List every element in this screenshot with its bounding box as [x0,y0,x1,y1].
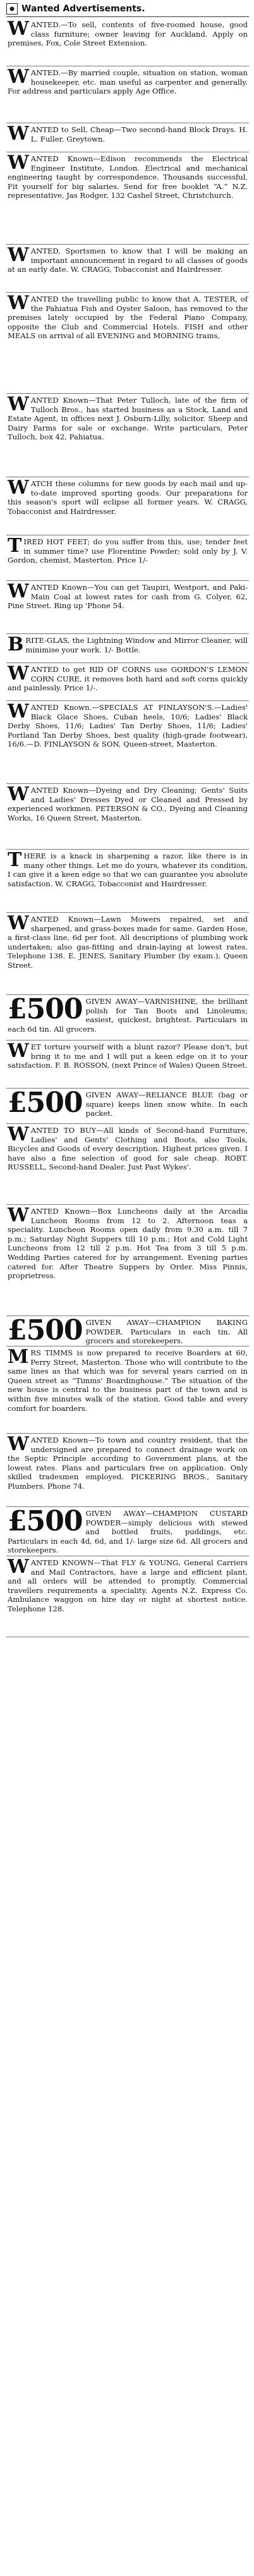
ad-item [6,1346,249,1434]
ad-initial: B [8,634,24,656]
ad-initial: £500 [8,1507,83,1537]
ad-body [8,1207,248,1281]
ad-initial: W [8,1434,29,1455]
ad-body [8,68,248,96]
ad-body [8,1348,248,1413]
ad-initial: W [8,18,29,40]
ad-initial: W [8,293,29,314]
ad-initial: W [8,581,29,602]
ad-body [8,915,248,970]
ad-initial: £500 [8,1089,83,1119]
ad-text: ANTED KNOWN—That FLY & YOUNG, General Carriers and Mail Contractors, have a large and efficient plant, and all orders will be attended to promptly. Commercial travellers requirements a speciality. Agents N.Z. Express Co. Ambulance waggon on hire day or night at shortest notice. Telephone 128. [8,1558,248,1613]
ad-item [6,1205,249,1316]
ad-item [6,152,249,245]
ad-text: ANTED.—To sell, contents of five-roomed house, good class furniture; owner leaving for Auckland. Apply on premises, Fox, Cole Street Extension. [8,20,248,48]
ad-initial: W [8,1041,29,1062]
ad-text: ANTED the travelling public to know that A. TESTER, of the Pahiatua Fish and Oyster Saloon, has removed to the premises lately occupied by the Federal Piano Company, opposite the Club and Commercial Hotels. FISH and other MEALS on arrival of all EVENING and MORNING trains, [8,295,248,341]
ad-initial: W [8,1556,29,1578]
ad-text: ANTED Known—Edison recommends the Electrical Engineer Institute, London. Electrical and mechanical engineering taught by correspondence. Thousands successful. Fit yourself for big salaries. Send for free booklet “A.” N.Z. representative, Jas Rodger, 132 Cashel Street, Christchurch. [8,154,248,200]
ad-text: GIVEN AWAY—RELIANCE BLUE (bag or square) keeps linen snow white. In each packet. [85,1090,248,1118]
ad-text: GIVEN AWAY—CHAMPION CUSTARD POWDER—simply delicious with stewed and bottled fruits, puddings, etc. Particulars in each 4d, 6d, and 1/- large size 6d. All grocers and storekeepers. [8,1509,248,1555]
ad-body [8,786,248,822]
ad-text: ANTED, Sportsmen to know that I will be making an important announcement in regard to all classes of goods at an early date. W. CRAGG, Tobacconist and Hairdresser. [8,247,248,274]
ad-text: ANTED Known—Box Luncheons daily at the Arcadia Luncheon Rooms from 12 to 2. Afternoon teas a speciality. Luncheon Rooms open daily from 9.30 a.m. till 7 p.m.; Saturday Night Suppers till 10 p.m.; Hot and Cold Light Luncheons from 12 till 2 p.m. Hot Tea from 3 till 5 p.m. Wedding Parties catered for by arrangement. Evening parties catered for. After Theatre Suppers by Order. Miss Pinnis, proprietress. [8,1207,248,1281]
ad-text: ANTED Known—That Peter Tulloch, late of the firm of Tulloch Bros., has started business as a Stock, Land and Estate Agent, in offices next J. Osburn-Lilly, solicitor. Sheep and Dairy Farms for sale or exchange. Write particulars, Peter Tulloch, box 42, Pahiatua. [8,396,248,442]
ad-item [6,634,249,663]
ad-body [8,852,248,888]
ad-item [6,995,249,1041]
ad-body [8,154,248,200]
ad-item [6,784,249,850]
ad-text: ET torture yourself with a blunt razor? Please don't, but bring it to me and I will put a keen edge on it to your satisfaction. F. B. ROSSON, (next Prince of Wales) Queen Street. [8,1042,248,1070]
ad-initial: W [8,66,29,88]
ad-body [8,247,248,274]
ad-item [6,123,249,152]
ad-item [6,850,249,913]
ad-initial: £500 [8,1316,83,1346]
ad-item [6,1316,249,1346]
ad-item [6,1041,249,1089]
ad-body [8,1042,248,1070]
ad-body [8,997,248,1034]
ad-initial: W [8,1205,29,1226]
ad-item [6,293,249,394]
ad-text: ANTED to Sell, Cheap—Two second-hand Block Drays. H. L. Fuller, Greytown. [30,125,248,143]
ad-item [6,245,249,293]
ad-initial: T [8,850,22,871]
ad-body [8,396,248,442]
ad-body [8,1090,248,1118]
ad-initial: W [8,1124,29,1145]
ad-initial: W [8,394,29,415]
ad-initial: W [8,913,29,934]
ad-body [8,665,248,693]
ad-initial: W [8,663,29,685]
ads-list [6,18,249,1637]
ad-item [6,581,249,634]
section-title: Wanted Advertisements. [21,4,145,14]
ad-item [6,535,249,581]
ad-text: ANTED Known—Lawn Mowers repaired, set and sharpened, and grass-boxes made for same. Garden Hose, a first-class line, 6d per foot. All descriptions of plumbing work undertaken; also gas-fitting and drain-laying at lowest rates. Telephone 138. E. JENES, Sanitary Plumber (by exam.), Queen Street. [8,915,248,970]
ad-item [6,1089,249,1124]
ad-body [8,703,248,749]
ad-body [8,125,248,143]
ad-text: ANTED Known—To town and country resident, that the undersigned are prepared to connect drainage work on the Septic Principle according to Government plans, at the lowest rates. Plans and particulars free on application. Only skilled tradesmen employed. PICKERING BROS., Sanitary Plumbers. Phone 74. [8,1436,248,1491]
ad-text: ATCH these columns for new goods by each mail and up-to-date improved sporting goods. Our preparations for this season's sport will eclipse all former years. W. CRAGG, Tobacconist and Hairdresser. [8,479,248,516]
ad-body [8,1318,248,1346]
ad-initial: W [8,784,29,805]
ad-initial: W [8,477,29,499]
ad-item [6,663,249,701]
ad-item [6,1507,249,1556]
ad-initial: W [8,152,29,174]
ad-item [6,913,249,995]
ad-initial: T [8,535,22,557]
ad-initial: W [8,701,29,723]
ad-text: ANTED.—By married couple, situation on station, woman housekeeper, etc. man useful as carpenter and generally. For address and particulars apply Age Office. [8,68,248,96]
ad-item [6,1434,249,1507]
ad-initial: W [8,245,29,266]
ad-body [8,1436,248,1491]
ad-item [6,1124,249,1205]
ad-item [6,701,249,784]
ad-item [6,1556,249,1637]
ad-item [6,18,249,66]
pin-icon [6,3,18,15]
ad-text: ANTED TO BUY—All kinds of Second-hand Furniture, Ladies' and Gents' Clothing and Boots, also Tools, Bicycles and Goods of every description. Highest prices given. I have also a fine selection of good for sale cheap. ROBT. RUSSELL, Second-hand Dealer. Just Past Wykes'. [8,1126,248,1172]
ad-text: ANTED Known—Dyeing and Dry Cleaning; Gents' Suits and Ladies' Dresses Dyed or Cleaned and Pressed by experienced workmen. PETERSON & CO., Dyeing and Cleaning Works, 16 Queen Street, Masterton. [8,786,248,822]
ad-body [8,1558,248,1614]
ad-initial: M [8,1346,29,1368]
ad-item [6,394,249,477]
ad-body [8,1126,248,1172]
ad-body [8,537,248,565]
ad-text: IRED HOT FEET; do you suffer from this, use; tender feet in summer time? use Florentine Powder; sold only by J. V. Gordon, chemist, Masterton. Price 1/- [8,537,248,565]
ad-text: ANTED to get RID OF CORNS use GORDON'S LEMON CORN CURE, it removes both hard and soft corns quickly and painlessly. Price 1/-. [8,665,248,693]
ad-initial: W [8,123,29,145]
ad-text: RS TIMMS is now prepared to receive Boarders at 60, Perry Street, Masterton. Those who will contribute to the same lines as that which was for several years carried on in Queen street as “Timms' Boardinghouse.” The situation of the new house is central to the business part of the town and is within five minutes walk of the station. Good table and every comfort for boarders. [8,1348,248,1413]
ad-text: GIVEN AWAY—VARNISHINE, the brilliant polish for Tan Boots and Linoleums; easiest, quickest, brightest. Particulars in each 6d tin. All grocers. [8,997,248,1034]
ad-text: GIVEN AWAY—CHAMPION BAKING POWDER. Particulars in each tin. All grocers and storekeepers. [85,1318,248,1346]
ad-body [8,1509,248,1555]
ad-body [8,295,248,341]
ad-item [6,66,249,123]
ad-body [8,636,248,654]
ad-body [8,20,248,48]
ad-text: RITE-GLAS, the Lightning Window and Mirror Cleaner, will minimise your work. 1/- Bottle. [25,636,248,654]
section-header [6,1,249,17]
ad-initial: £500 [8,995,83,1025]
ad-item [6,477,249,535]
ad-body [8,479,248,516]
ad-text: ANTED Known—You can get Taupiri, Westport, and Paki-Main Coal at lowest rates for cash from G. Colyer, 62, Pine Street. Ring up 'Phone 54. [8,583,248,611]
ad-text: ANTED Known.—SPECIALS AT FINLAYSON'S.—Ladies' Black Glace Shoes, Cuban heels, 10/6; Ladies' Black Derby Shoes, 11/6; Ladies' Tan Derby Shoes, 11/6; Ladies' Portland Tan Derby Shoes, best quality (high-grade footwear), 16/6.—D. FINLAYSON & SON, Queen-street, Masterton. [8,703,248,749]
ad-text: HERE is a knack in sharpening a razor, like there is in many other things. Let me do yours, whatever its condition, I can give it a keen edge so that we can guarantee you absolute satisfaction. W. CRAGG, Tobacconist and Hairdresser. [8,852,248,888]
ad-body [8,583,248,611]
